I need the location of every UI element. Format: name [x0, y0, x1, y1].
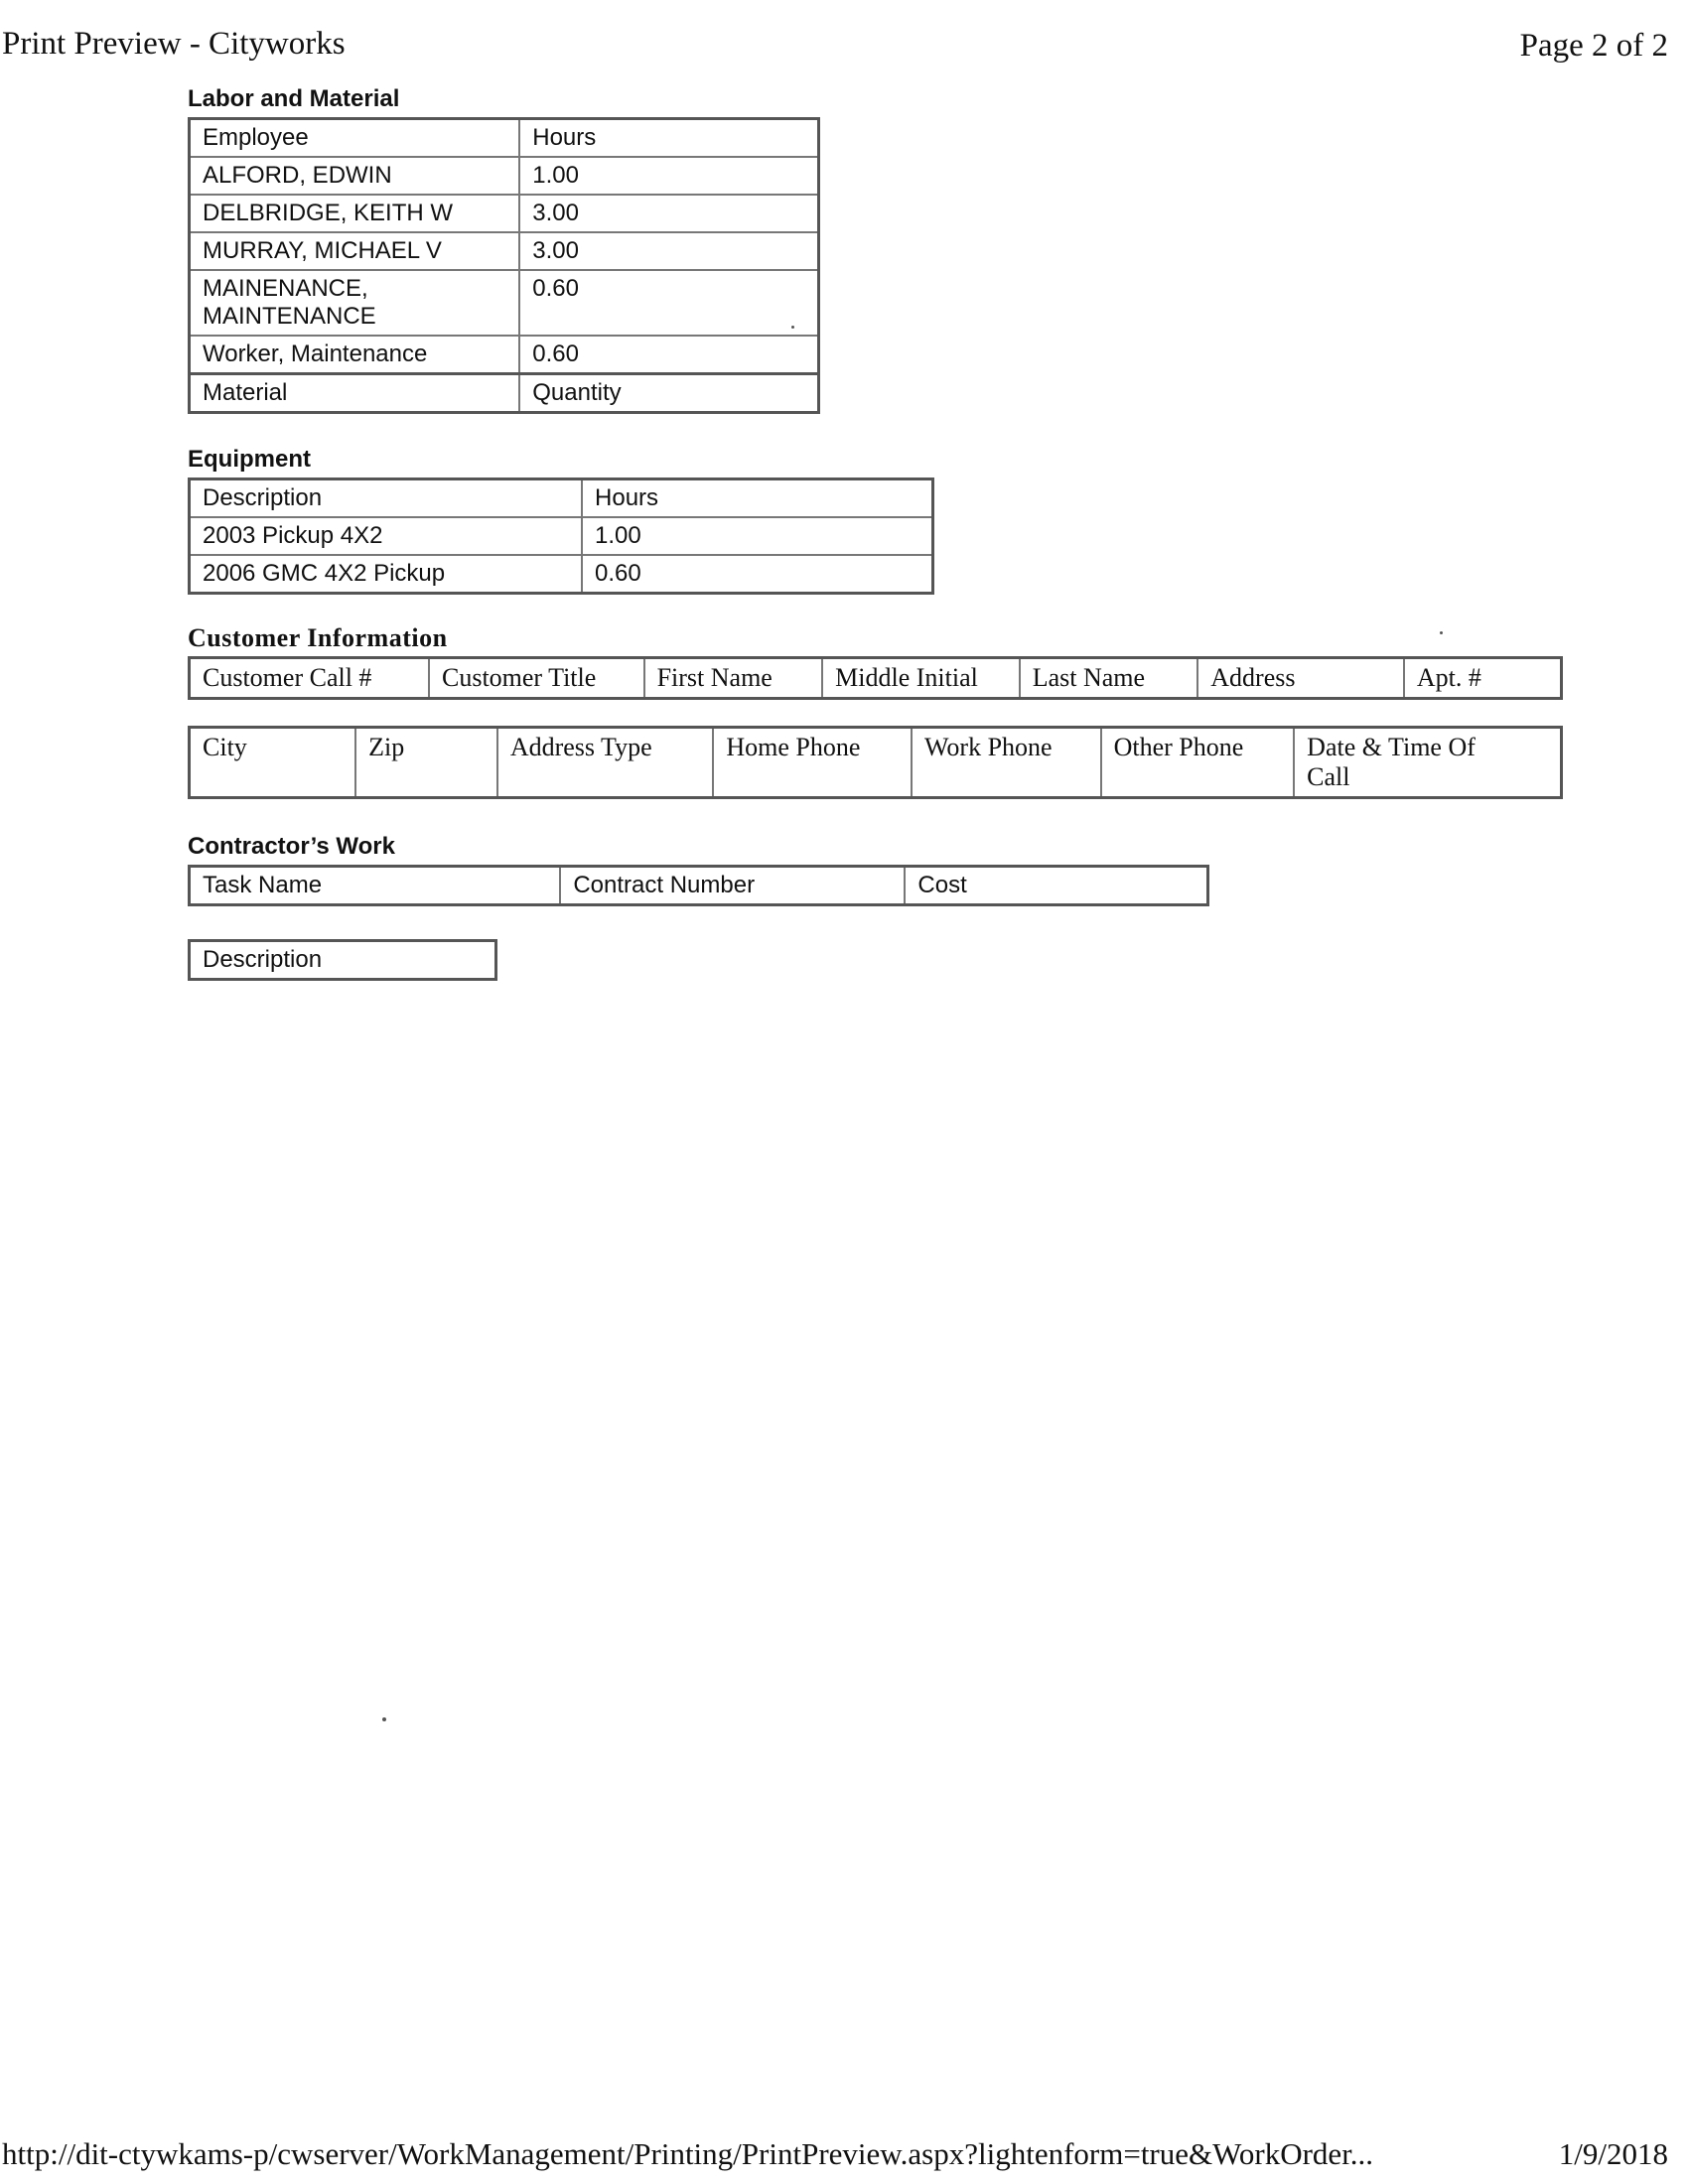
- scan-speck: [382, 1717, 386, 1721]
- col-other-phone: Other Phone: [1101, 728, 1295, 798]
- hours-cell: 0.60: [519, 336, 818, 374]
- table-header-row: [190, 728, 1562, 798]
- table-header-row: [190, 479, 933, 518]
- col-hours: Hours: [582, 479, 932, 518]
- customer-info-table-2: [188, 726, 1563, 799]
- customer-info-table-1: [188, 656, 1563, 700]
- table-row: [190, 270, 819, 336]
- col-quantity: Quantity: [519, 374, 818, 413]
- col-middle-initial: Middle Initial: [822, 658, 1020, 699]
- table-row: [190, 232, 819, 270]
- hours-cell: 1.00: [519, 157, 818, 195]
- employee-cell: Worker, Maintenance: [190, 336, 520, 374]
- col-description: Description: [190, 479, 583, 518]
- contractors-work-title: Contractor’s Work: [188, 833, 395, 860]
- col-city: City: [190, 728, 356, 798]
- table-header-row: [190, 119, 819, 158]
- col-customer-call: Customer Call #: [190, 658, 429, 699]
- description-table: [188, 939, 497, 981]
- col-first-name: First Name: [644, 658, 823, 699]
- col-employee: Employee: [190, 119, 520, 158]
- contractors-work-table: [188, 865, 1209, 906]
- table-row: [190, 336, 819, 374]
- col-date-time-of-call: [1294, 728, 1561, 798]
- header-line: Call: [1307, 762, 1350, 791]
- col-apt: Apt. #: [1404, 658, 1562, 699]
- col-contract-number: Contract Number: [560, 867, 905, 905]
- hours-cell: 0.60: [582, 555, 932, 594]
- table-row: [190, 195, 819, 232]
- equipment-table: [188, 478, 934, 595]
- description-cell: 2003 Pickup 4X2: [190, 517, 583, 555]
- col-home-phone: Home Phone: [713, 728, 912, 798]
- col-address-type: Address Type: [497, 728, 714, 798]
- hours-cell: 0.60: [519, 270, 818, 336]
- equipment-title: Equipment: [188, 446, 311, 473]
- col-customer-title: Customer Title: [429, 658, 644, 699]
- table-row: [190, 517, 933, 555]
- employee-line: MAINENANCE,: [203, 275, 368, 302]
- table-row: [190, 555, 933, 594]
- scan-speck: [1440, 631, 1443, 634]
- col-cost: Cost: [905, 867, 1207, 905]
- employee-cell: DELBRIDGE, KEITH W: [190, 195, 520, 232]
- material-header-row: [190, 374, 819, 413]
- labor-material-table: [188, 117, 820, 414]
- footer-url: http://dit-ctywkams-p/cwserver/WorkManagement/Printing/PrintPreview.aspx?lightenform=true&WorkOrder...: [2, 2136, 1374, 2171]
- customer-info-title: Customer Information: [188, 623, 448, 652]
- employee-line: MAINTENANCE: [203, 303, 376, 330]
- employee-cell: MURRAY, MICHAEL V: [190, 232, 520, 270]
- table-header-row: [190, 941, 496, 980]
- hours-cell: 3.00: [519, 232, 818, 270]
- employee-cell: [190, 270, 520, 336]
- col-description: Description: [190, 941, 496, 980]
- table-header-row: [190, 658, 1562, 699]
- col-material: Material: [190, 374, 520, 413]
- col-work-phone: Work Phone: [912, 728, 1101, 798]
- col-task-name: Task Name: [190, 867, 561, 905]
- page-title: Print Preview - Cityworks: [2, 26, 346, 62]
- hours-cell: 1.00: [582, 517, 932, 555]
- col-last-name: Last Name: [1020, 658, 1198, 699]
- col-address: Address: [1197, 658, 1404, 699]
- table-header-row: [190, 867, 1208, 905]
- scan-speck: [791, 326, 794, 329]
- col-zip: Zip: [355, 728, 497, 798]
- hours-cell: 3.00: [519, 195, 818, 232]
- labor-material-title: Labor and Material: [188, 85, 400, 112]
- footer-date: 1/9/2018: [1558, 2136, 1668, 2171]
- page-number: Page 2 of 2: [1519, 28, 1668, 64]
- table-row: [190, 157, 819, 195]
- description-cell: 2006 GMC 4X2 Pickup: [190, 555, 583, 594]
- header-line: Date & Time Of: [1307, 733, 1476, 761]
- col-hours: Hours: [519, 119, 818, 158]
- employee-cell: ALFORD, EDWIN: [190, 157, 520, 195]
